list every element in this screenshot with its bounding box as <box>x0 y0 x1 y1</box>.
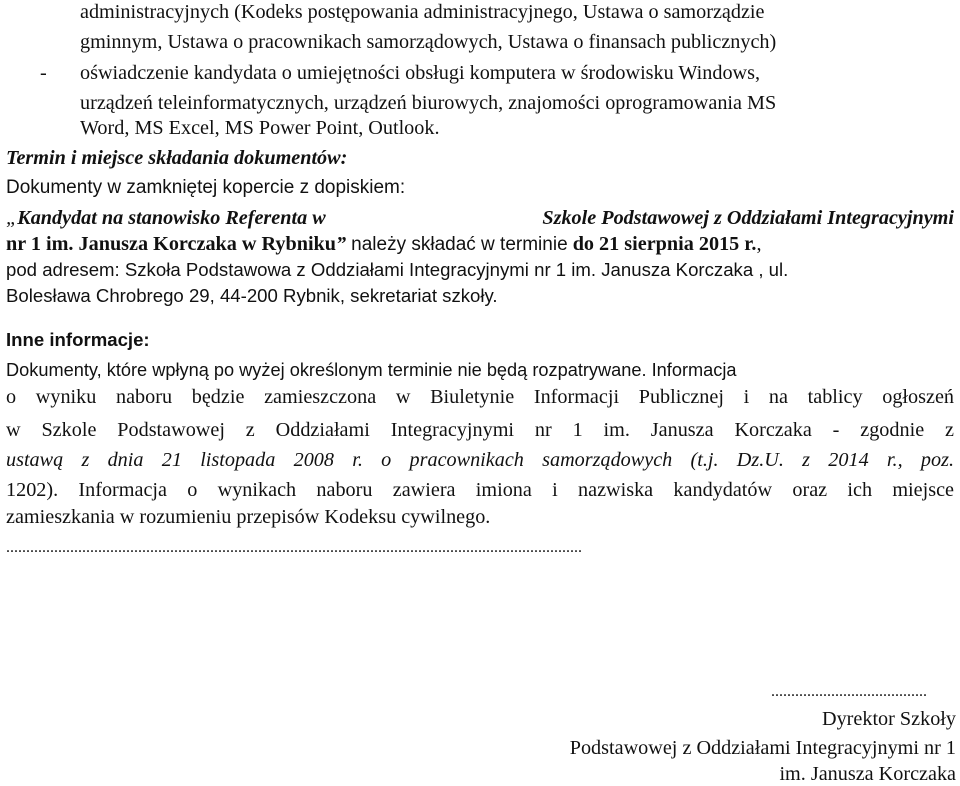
inne-line <box>6 358 737 383</box>
list-item-line: Word, MS Excel, MS Power Point, Outlook. <box>80 117 440 139</box>
deadline-comma: , <box>756 233 762 255</box>
inne-heading: Inne informacje: <box>6 329 150 350</box>
inne-line: o wyniku naboru będzie zamieszczona w Biuletynie Informacji Publicznej i na tablicy ogłoszeń <box>6 386 954 408</box>
termin-heading: Termin i miejsce składania dokumentów: <box>6 147 348 169</box>
address-line: pod adresem: Szkoła Podstawowa z Oddziałami Integracyjnymi nr 1 im. Janusza Korczaka , ul. <box>6 259 789 280</box>
signature-dots: ....................................... <box>771 683 927 700</box>
inne-line: 1202). Informacja o wynikach naboru zawiera imiona i nazwiska kandydatów oraz ich miejsce <box>6 479 954 501</box>
envelope-label-bold: nr 1 im. Janusza Korczaka w Rybniku <box>6 233 337 255</box>
envelope-label-italic: Szkole Podstawowej z Oddziałami Integracyjnymi <box>542 207 954 229</box>
list-item-line: urządzeń teleinformatycznych, urządzeń biurowych, znajomości oprogramowania MS <box>80 92 777 114</box>
envelope-label-bold: Kandydat na stanowisko Referenta w <box>17 207 326 229</box>
inne-line: zamieszkania w rozumieniu przepisów Kodeksu cywilnego. <box>6 506 491 528</box>
envelope-label-line <box>6 206 954 230</box>
separator-dots: ................................................................................................................................................ <box>6 539 582 556</box>
list-dash: - <box>40 62 47 84</box>
inne-text: Dokumenty, które wpłyną po wyżej określonym terminie nie będą rozpatrywane. Informacja <box>6 360 737 380</box>
list-continuation-line: gminnym, Ustawa o pracownikach samorządowych, Ustawa o finansach publicznych) <box>80 31 777 53</box>
deadline-date: do 21 sierpnia 2015 r. <box>572 233 757 255</box>
quote-close: ” <box>336 233 347 255</box>
deadline-text: należy składać w terminie <box>351 234 568 255</box>
address-line: Bolesława Chrobrego 29, 44-200 Rybnik, sekretariat szkoły. <box>6 285 498 306</box>
deadline-line <box>6 232 762 257</box>
inne-line-italic: ustawą z dnia 21 listopada 2008 r. o pracownikach samorządowych (t.j. Dz.U. z 2014 r., poz. <box>6 449 954 471</box>
list-item-line: oświadczenie kandydata o umiejętności obsługi komputera w środowisku Windows, <box>80 62 761 84</box>
termin-intro: Dokumenty w zamkniętej kopercie z dopiskiem: <box>6 177 406 198</box>
signature-patron: im. Janusza Korczaka <box>779 763 956 785</box>
signature-title: Dyrektor Szkoły <box>822 708 956 730</box>
quote-open: „ <box>6 207 18 229</box>
inne-line: w Szkole Podstawowej z Oddziałami Integracyjnymi nr 1 im. Janusza Korczaka - zgodnie z <box>6 419 954 441</box>
list-continuation-line: administracyjnych (Kodeks postępowania administracyjnego, Ustawa o samorządzie <box>80 1 765 23</box>
signature-school: Podstawowej z Oddziałami Integracyjnymi nr 1 <box>569 737 956 759</box>
